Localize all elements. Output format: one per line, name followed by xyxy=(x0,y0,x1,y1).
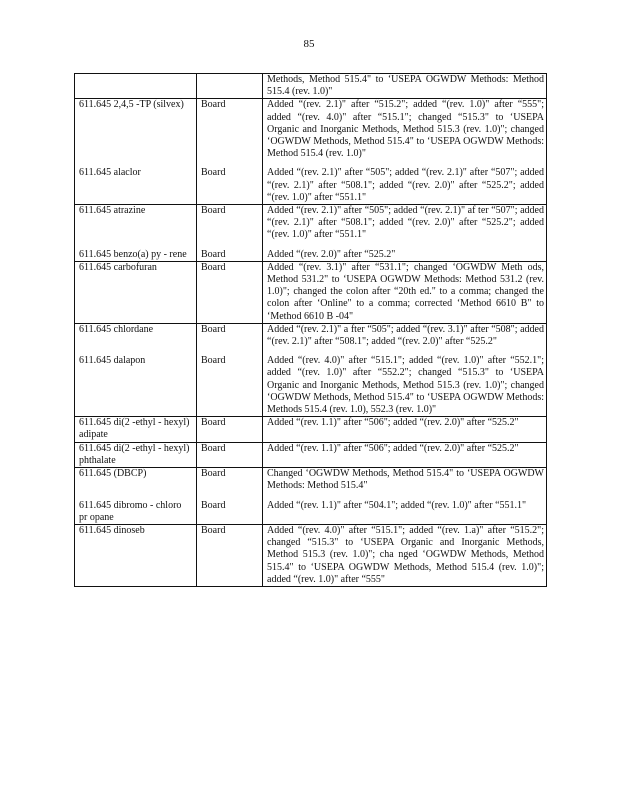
table-row xyxy=(75,348,547,417)
table-row xyxy=(75,242,547,262)
description-cell: Added “(rev. 2.1)" after “515.2"; added “(rev. 1.0)" after “555"; added “(rev. 4.0)" after “515.1"; changed “515.3" to ‘USEPA Organic and Inorganic Methods, Method 515.3 (rev. 1.0)"; changed ‘OGWDW Methods, Method 515.4" to ‘USEPA OGWDW Methods: Method 515.4 (rev. 1.0)" xyxy=(263,99,547,161)
section-cell xyxy=(75,74,197,99)
section-cell: 611.645 carbofuran xyxy=(75,261,197,323)
description-cell: Added “(rev. 3.1)" after “531.1"; changed ‘OGWDW Meth ods, Method 531.2" to ‘USEPA OGWDW Methods: Method 531.2 (rev. 1.0)"; changed the colon after “20th ed." to a comma; changed the colon after ‘Online" to a comma; corrected ‘Method 6610 B" to ‘Method 6610 B -04" xyxy=(263,261,547,323)
action-cell: Board xyxy=(197,242,263,262)
section-cell: 611.645 di(2 -ethyl - hexyl) phthalate xyxy=(75,442,197,467)
action-cell: Board xyxy=(197,99,263,161)
section-cell: 611.645 di(2 -ethyl - hexyl) adipate xyxy=(75,417,197,442)
description-cell: Added “(rev. 2.0)" after “525.2" xyxy=(263,242,547,262)
action-cell: Board xyxy=(197,493,263,525)
table-row xyxy=(75,442,547,467)
action-cell: Board xyxy=(197,261,263,323)
action-cell: Board xyxy=(197,160,263,204)
table-row xyxy=(75,261,547,323)
section-cell: 611.645 atrazine xyxy=(75,205,197,242)
action-cell: Board xyxy=(197,323,263,348)
description-cell: Added “(rev. 4.0)" after “515.1"; added “(rev. 1.0)" after “552.1"; added “(rev. 1.0)" after “552.2"; changed “515.3" to ‘USEPA Organic and Inorganic Methods, Method 515.3 (rev. 1.0)"; changed ‘OGWDW Methods, Method 515.4" to ‘USEPA OGWDW Methods: Methods 515.4 (rev. 1.0), 552.3 (rev. 1.0)" xyxy=(263,348,547,417)
section-cell: 611.645 2,4,5 -TP (silvex) xyxy=(75,99,197,161)
description-cell: Added “(rev. 1.1)" after “506"; added “(rev. 2.0)" after “525.2" xyxy=(263,417,547,442)
table-row xyxy=(75,524,547,586)
table-row xyxy=(75,417,547,442)
revision-table-body xyxy=(75,74,547,587)
table-row xyxy=(75,99,547,161)
table-row xyxy=(75,323,547,348)
table-row xyxy=(75,493,547,525)
description-cell: Changed ‘OGWDW Methods, Method 515.4" to ‘USEPA OGWDW Methods: Method 515.4" xyxy=(263,468,547,493)
section-cell: 611.645 benzo(a) py - rene xyxy=(75,242,197,262)
section-cell: 611.645 (DBCP) xyxy=(75,468,197,493)
section-cell: 611.645 alaclor xyxy=(75,160,197,204)
description-cell: Added “(rev. 2.1)" after “505"; added “(rev. 2.1)" af ter “507"; added “(rev. 2.1)" after “508.1"; added “(rev. 2.0)" after “525.2"; added “(rev. 1.0)" after “551.1" xyxy=(263,205,547,242)
page-number: 85 xyxy=(303,38,315,50)
description-cell: Added “(rev. 2.1)" a fter “505"; added “(rev. 3.1)" after “508"; added “(rev. 2.1)" after “508.1"; added “(rev. 2.0)" after “525.2" xyxy=(263,323,547,348)
section-cell: 611.645 dalapon xyxy=(75,348,197,417)
section-cell: 611.645 dinoseb xyxy=(75,524,197,586)
table-row xyxy=(75,468,547,493)
description-cell: Added “(rev. 1.1)" after “504.1"; added “(rev. 1.0)" after “551.1" xyxy=(263,493,547,525)
action-cell: Board xyxy=(197,417,263,442)
action-cell: Board xyxy=(197,468,263,493)
description-cell: Added “(rev. 1.1)" after “506"; added “(rev. 2.0)" after “525.2" xyxy=(263,442,547,467)
action-cell: Board xyxy=(197,442,263,467)
table-row xyxy=(75,205,547,242)
revision-table xyxy=(74,73,547,587)
action-cell: Board xyxy=(197,348,263,417)
action-cell: Board xyxy=(197,205,263,242)
section-cell: 611.645 dibromo - chloro pr opane xyxy=(75,493,197,525)
table-row xyxy=(75,160,547,204)
table-row xyxy=(75,74,547,99)
action-cell: Board xyxy=(197,524,263,586)
action-cell xyxy=(197,74,263,99)
section-cell: 611.645 chlordane xyxy=(75,323,197,348)
description-cell: Methods, Method 515.4" to ‘USEPA OGWDW Methods: Method 515.4 (rev. 1.0)" xyxy=(263,74,547,99)
description-cell: Added “(rev. 4.0)" after “515.1"; added “(rev. 1.a)" after “515.2"; changed “515.3" to ‘USEPA Organic and Inorganic Methods, Method 515.3 (rev. 1.0)"; cha nged ‘OGWDW Methods, Method 515.4" to ‘USEPA OGWDW Methods, Method 515.4 (rev. 1.0)"; added “(rev. 1.0)" after “555" xyxy=(263,524,547,586)
description-cell: Added “(rev. 2.1)" after “505"; added “(rev. 2.1)" after “507"; added “(rev. 2.1)" after “508.1"; added “(rev. 2.0)" after “525.2"; added “(rev. 1.0)" after “551.1" xyxy=(263,160,547,204)
